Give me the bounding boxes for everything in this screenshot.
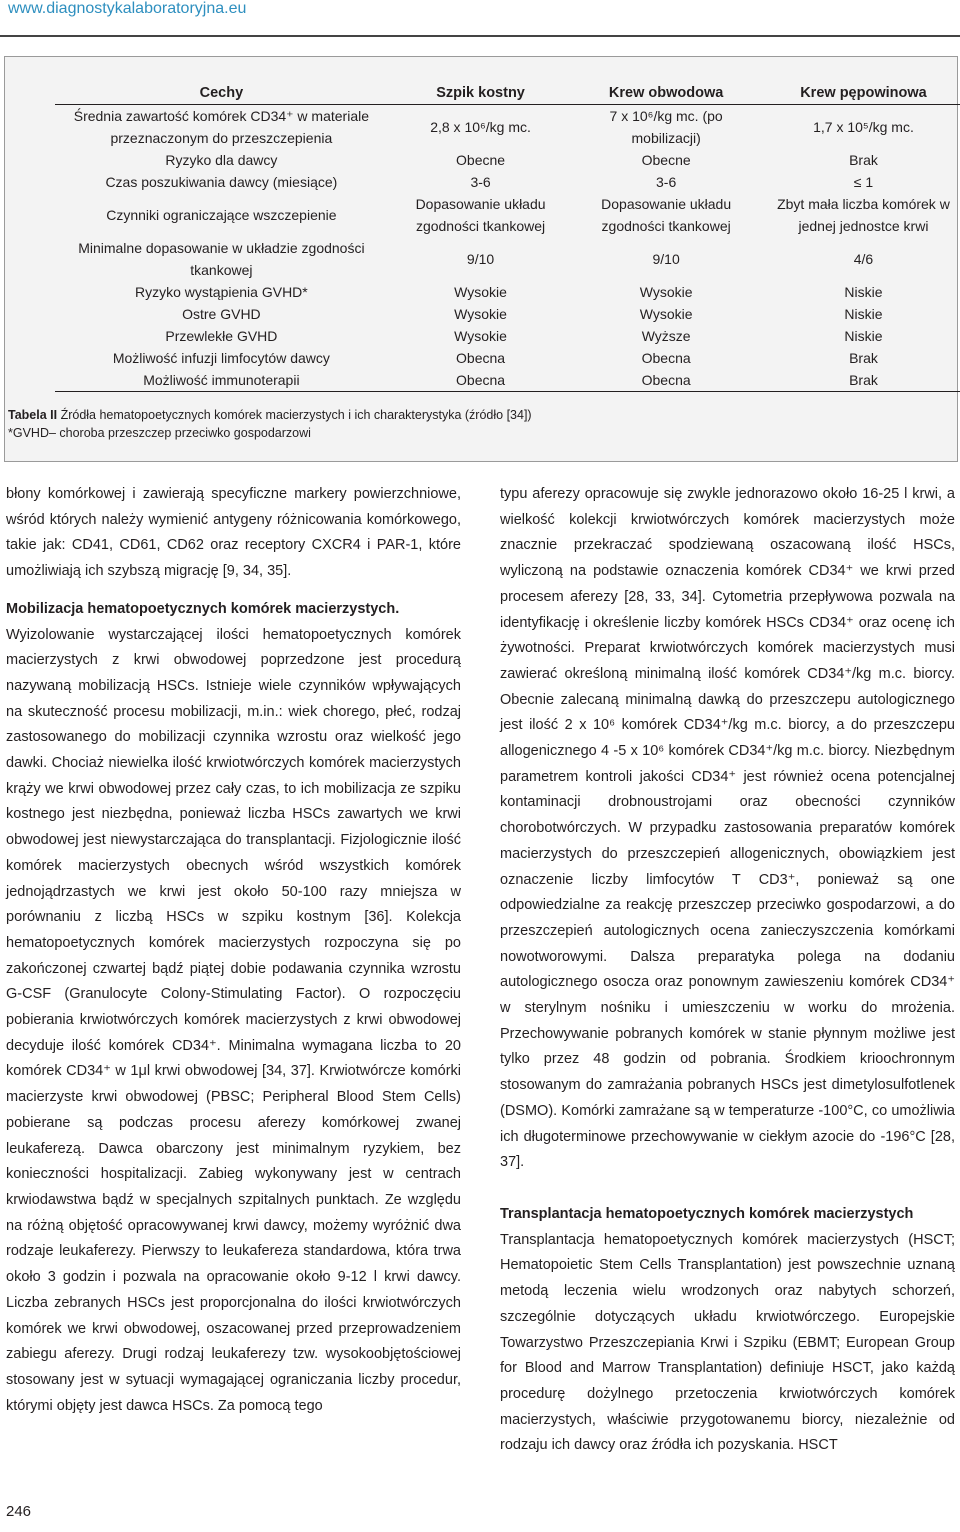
- site-url[interactable]: www.diagnostykalaboratoryjna.eu: [8, 0, 247, 17]
- cell-bone-marrow: Obecne: [456, 152, 506, 168]
- col-header-features: Cechy: [55, 80, 388, 105]
- row-label: Ostre GVHD: [182, 306, 261, 322]
- cell-bone-marrow: Wysokie: [454, 328, 507, 344]
- cell-bone-marrow: Dopasowanie układu zgodności tkankowej: [415, 196, 546, 234]
- cell-peripheral-blood: Obecna: [573, 369, 759, 392]
- table-row: [55, 281, 960, 303]
- cell-cord-blood: ≤ 1: [853, 174, 874, 190]
- cell-bone-marrow: 2,8 x 10⁶/kg mc.: [430, 119, 531, 135]
- col-header-cord-blood: Krew pępowinowa: [759, 80, 960, 105]
- row-label: Ryzyko wystąpienia GVHD*: [135, 284, 308, 300]
- row-label: Minimalne dopasowanie w układzie zgodności tkankowej: [78, 240, 365, 278]
- table-row: [55, 325, 960, 347]
- cell-cord-blood: Niskie: [844, 284, 883, 300]
- table-row: [55, 171, 960, 193]
- row-label: Przewlekłe GVHD: [165, 328, 278, 344]
- row-label: Średnia zawartość komórek CD34⁺ w materiale przeznaczonym do przeszczepienia: [73, 108, 370, 146]
- table-header-row: [55, 80, 960, 105]
- cell-cord-blood: Niskie: [844, 306, 883, 322]
- paragraph: Wyizolowanie wystarczającej ilości hematopoetycznych komórek macierzystych z krwi obwodowej poprzedzone jest procedurą nazywaną mobilizacją HSCs. Istnieje wiele czynników wpływających na skuteczność procesu mobilizacji, m.in.: wiek chorego, płeć, rodzaj zastosowanego do mobilizacji czynnika wzrostu oraz wielkość jego dawki. Chociaż niewielka ilość krwiotwórczych komórek macierzystych krąży we krwi obwodowej przez cały czas, to ich mobilizacja ze szpiku kostnego jest niezbędna, ponieważ liczba HSCs zawartych we krwi obwodowej jest niewystarczająca do transplantacji. Fizjologicznie ilość komórek macierzystych obecnych wśród wszystkich komórek jednojądrzastych we krwi jest około 50-100 razy mniejsza w porównaniu z liczbą HSCs w szpiku kostnym [36]. Kolekcja hematopoetycznych komórek macierzystych rozpoczyna się po zakończonej czwartej bądź piątej dobie podawania czynnika wzrostu G-CSF (Granulocyte Colony-Stimulating Factor). O rozpoczęciu pobierania krwiotwórczych komórek macierzystych z krwi obwodowej decyduje ilość komórek CD34⁺. Minimalna wymagana liczba to 20 komórek CD34⁺ w 1μl krwi obwodowej [34, 37]. Krwiotwórcze komórki macierzyste krwi obwodowej (PBSC; Peripheral Blood Stem Cells) pobierane są podczas procesu aferezy komórkowej zwanej leukaferezą. Dawca obarczony jest minimalnym ryzykiem, bez konieczności hospitalizacji. Zabieg wykonywany jest w centrach krwiodawstwa bądź w specjalnych szpitalnych punktach. Ze względu na różną objętość opracowywanej krwi dawcy, możemy wyróżnić dwa rodzaje leukaferezy. Pierwszy to leukafereza standardowa, która trwa około 3 godzin i pozwala na opracowanie około 9-12 l krwi dawcy. Liczba zebranych HSCs jest proporcjonalna do ilości krwiotwórczych komórek we krwi obwodowej, oszacowanej przed przeprowadzeniem zabiegu aferezy. Drugi rodzaj leukaferezy tzw. wysokoobjętościowej stosowany jest w sytuacji wymagającej ograniczania liczby procedur, którymi objęty jest dawca HSCs. Za pomocą tego: [6, 626, 461, 1414]
- col-header-peripheral-blood: Krew obwodowa: [573, 80, 759, 105]
- cell-peripheral-blood: Obecne: [641, 152, 691, 168]
- table-row: [55, 149, 960, 171]
- header-rule: [0, 35, 960, 37]
- table-row: [55, 193, 960, 237]
- table-row: [55, 105, 960, 150]
- cell-bone-marrow: Obecna: [456, 350, 506, 366]
- cell-peripheral-blood: Obecna: [641, 350, 691, 366]
- cell-cord-blood: Niskie: [844, 328, 883, 344]
- left-column: [6, 482, 461, 1419]
- col-header-bone-marrow: Szpik kostny: [388, 80, 574, 105]
- sources-table: [55, 80, 960, 392]
- caption-label: Tabela II: [8, 408, 58, 422]
- cell-bone-marrow: Obecna: [388, 369, 574, 392]
- cell-bone-marrow: Wysokie: [454, 284, 507, 300]
- cell-bone-marrow: 9/10: [466, 251, 495, 267]
- cell-cord-blood: Brak: [849, 152, 878, 168]
- cell-peripheral-blood: 7 x 10⁶/kg mc. (po mobilizacji): [609, 108, 723, 146]
- row-label: Czas poszukiwania dawcy (miesiące): [105, 174, 338, 190]
- table-row: [55, 237, 960, 281]
- caption-text: Źródła hematopoetycznych komórek macierzystych i ich charakterystyka (źródło [34]): [60, 408, 532, 422]
- row-label: Ryzyko dla dawcy: [165, 152, 278, 168]
- section-heading-transplantation: Transplantacja hematopoetycznych komórek macierzystych: [500, 1205, 914, 1222]
- right-column: [500, 482, 955, 1459]
- section-heading-mobilization: Mobilizacja hematopoetycznych komórek macierzystych.: [6, 600, 400, 617]
- cell-peripheral-blood: Wyższe: [641, 328, 691, 344]
- table-caption: [8, 406, 532, 442]
- row-label: Możliwość infuzji limfocytów dawcy: [112, 350, 330, 366]
- table-row: [55, 347, 960, 369]
- paragraph: błony komórkowej i zawierają specyficzne markery powierzchniowe, wśród których należy wymienić antygeny różnicowania komórkowego, takie jak: CD41, CD61, CD62 oraz receptory CXCR4 i PAR-1, które umożliwiają ich szybszą migrację [9, 34, 35].: [6, 486, 461, 580]
- row-label: Możliwość immunoterapii: [55, 369, 388, 392]
- table-footnote: *GVHD– choroba przeszczep przeciwko gospodarzowi: [8, 426, 311, 440]
- cell-cord-blood: Brak: [849, 350, 878, 366]
- cell-bone-marrow: Wysokie: [454, 306, 507, 322]
- cell-peripheral-blood: 9/10: [652, 251, 680, 267]
- table-row: [55, 369, 960, 392]
- cell-cord-blood: Zbyt mała liczba komórek w jednej jednostce krwi: [777, 196, 950, 234]
- cell-peripheral-blood: 3-6: [656, 174, 677, 190]
- table-row: [55, 303, 960, 325]
- cell-peripheral-blood: Wysokie: [639, 306, 693, 322]
- cell-peripheral-blood: Dopasowanie układu zgodności tkankowej: [601, 196, 732, 234]
- page-number: 246: [6, 1503, 32, 1520]
- cell-cord-blood: Brak: [759, 369, 960, 392]
- paragraph: Transplantacja hematopoetycznych komórek macierzystych (HSCT; Hematopoietic Stem Cells Transplantation) jest powszechnie uznaną metodą leczenia wielu wrodzonych oraz nabytych schorzeń, szczególnie dotyczących układu krwiotwórczego. Europejskie Towarzystwo Przeszczepiania Krwi i Szpiku (EBMT; European Group for Blood and Marrow Transplantation) definiuje HSCT, jako każdą procedurę dożylnego przetoczenia krwiotwórczych komórek macierzystych, właściwie przygotowanemu biorcy, niezależnie od rodzaju ich dawcy oraz źródła ich pozyskania. HSCT: [500, 1231, 955, 1454]
- cell-peripheral-blood: Wysokie: [639, 284, 693, 300]
- cell-cord-blood: 1,7 x 10⁵/kg mc.: [813, 119, 914, 135]
- cell-bone-marrow: 3-6: [470, 174, 491, 190]
- cell-cord-blood: 4/6: [853, 251, 874, 267]
- caption-line: [8, 406, 532, 424]
- paragraph: typu aferezy opracowuje się zwykle jednorazowo około 16-25 l krwi, a wielkość kolekcji krwiotwórczych komórek macierzystych może znacznie przekraczać spodziewaną oszacowaną ilość HSCs, wyliczoną na podstawie oznaczenia komórek CD34⁺ we krwi przed procesem aferezy [28, 33, 34]. Cytometria przepływowa pozwala na identyfikację i określenie liczby komórek HSCs CD34⁺ oraz ocenę ich żywotności. Preparat krwiotwórczych komórek macierzystych musi zawierać określoną minimalną ilość komórek CD34⁺/kg m.c. biorcy. Obecnie zalecaną minimalną dawką do przeszczepu autologicznego jest ilość 2 x 10⁶ komórek CD34⁺/kg m.c. biorcy, a do przeszczepu allogenicznego 4 -5 x 10⁶ komórek CD34⁺/kg m.c. biorcy. Niezbędnym parametrem kontroli jakości CD34⁺ jest również ocena potencjalnej kontaminacji drobnoustrojami oraz obecności czynników chorobotwórczych. W przypadku zastosowania preparatów komórek macierzystych do przeszczepień allogenicznych, obowiązkiem jest oznaczenie liczby limfocytów T CD3⁺, ponieważ są one odpowiedzialne za reakcję przeszczep przeciwko gospodarzowi, a do przeszczepień autologicznych ocena zanieczyszczenia komórkami nowotworowymi. Dalsza preparatyka polega na dodaniu autologicznego osocza oraz ponownym zawieszeniu komórek CD34⁺ w sterylnym nośniku i umieszczeniu w worku do mrożenia. Przechowywanie pobranych komórek w stanie płynnym możliwe jest tylko przez 48 godzin od pobrania. Środkiem krioochronnym stosowanym do zamrażania pobranych HSCs jest dimetylosulfotlenek (DSMO). Komórki zamrażane są w temperaturze -100°C, co umożliwia ich długoterminowe przechowywanie w ciekłym azocie do -196°C [28, 37].: [500, 486, 955, 1171]
- row-label: Czynniki ograniczające wszczepienie: [106, 207, 337, 223]
